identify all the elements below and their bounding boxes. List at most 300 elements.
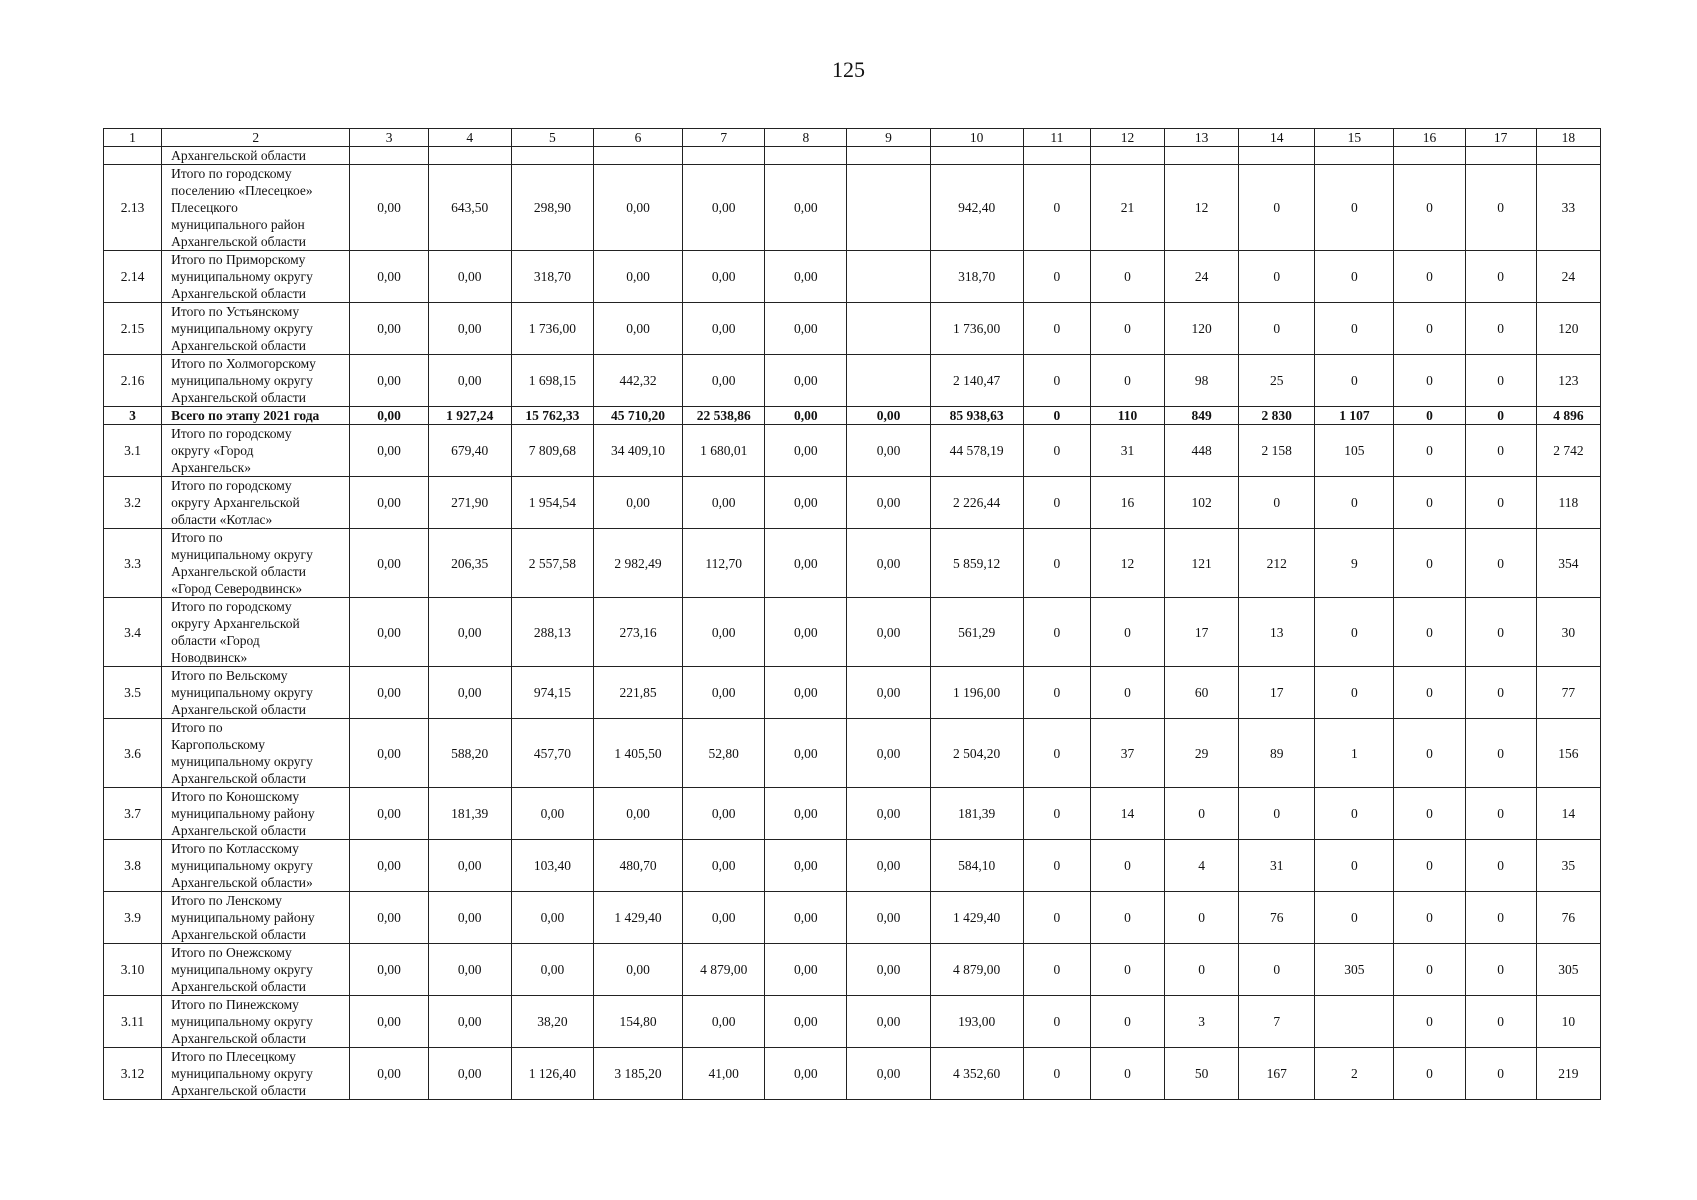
value-cell: 2	[1315, 1048, 1394, 1100]
value-cell: 0,00	[350, 529, 428, 598]
row-name-line: Архангельск»	[171, 460, 251, 475]
value-cell: 0,00	[350, 719, 428, 788]
value-cell: 0	[1090, 251, 1164, 303]
value-cell: 0,00	[511, 892, 593, 944]
value-cell: 0	[1090, 667, 1164, 719]
value-cell: 0	[1023, 251, 1090, 303]
value-cell: 4 879,00	[683, 944, 765, 996]
value-cell: 0	[1394, 355, 1465, 407]
row-name-line: муниципальному округу	[171, 962, 313, 977]
value-cell: 0,00	[428, 840, 511, 892]
table-row	[104, 598, 1601, 667]
value-cell: 1	[1315, 719, 1394, 788]
value-cell: 0,00	[765, 788, 847, 840]
row-name-line: муниципальному округу	[171, 754, 313, 769]
value-cell: 0	[1465, 840, 1536, 892]
row-name-line: Архангельской области»	[171, 875, 313, 890]
column-number-header: 10	[930, 129, 1023, 147]
row-name-line: области «Город	[171, 633, 260, 648]
value-cell: 123	[1536, 355, 1600, 407]
row-name-line: муниципального район	[171, 217, 305, 232]
value-cell: 0,00	[428, 944, 511, 996]
value-cell: 45 710,20	[593, 407, 682, 425]
value-cell: 0,00	[847, 892, 930, 944]
value-cell: 0	[1090, 892, 1164, 944]
value-cell	[1465, 147, 1536, 165]
value-cell: 37	[1090, 719, 1164, 788]
column-number-header: 17	[1465, 129, 1536, 147]
value-cell	[1394, 147, 1465, 165]
value-cell: 0,00	[765, 477, 847, 529]
table-row	[104, 147, 1601, 165]
column-number-header: 18	[1536, 129, 1600, 147]
value-cell: 1 736,00	[930, 303, 1023, 355]
row-name-cell	[162, 1048, 350, 1100]
value-cell: 0,00	[511, 944, 593, 996]
row-name-line: Итого по городскому	[171, 599, 292, 614]
value-cell: 0	[1465, 892, 1536, 944]
value-cell: 0	[1315, 840, 1394, 892]
column-number-header: 14	[1239, 129, 1315, 147]
value-cell: 0,00	[765, 598, 847, 667]
table-row	[104, 667, 1601, 719]
value-cell: 0	[1394, 944, 1465, 996]
row-name-line: муниципальному округу	[171, 858, 313, 873]
row-number-cell	[104, 147, 162, 165]
value-cell: 0	[1394, 788, 1465, 840]
value-cell: 974,15	[511, 667, 593, 719]
row-number-cell: 3.7	[104, 788, 162, 840]
value-cell: 0,00	[350, 1048, 428, 1100]
row-number-cell: 3.2	[104, 477, 162, 529]
value-cell: 0,00	[350, 425, 428, 477]
table-row	[104, 407, 1601, 425]
row-name-line: Всего по этапу 2021 года	[171, 408, 320, 423]
row-name-cell	[162, 407, 350, 425]
value-cell: 0,00	[428, 598, 511, 667]
table-row	[104, 251, 1601, 303]
value-cell: 0	[1023, 355, 1090, 407]
value-cell: 34 409,10	[593, 425, 682, 477]
value-cell: 0	[1239, 251, 1315, 303]
value-cell	[1165, 147, 1239, 165]
value-cell: 0,00	[428, 355, 511, 407]
value-cell: 0	[1023, 996, 1090, 1048]
value-cell: 0,00	[765, 303, 847, 355]
row-name-cell	[162, 719, 350, 788]
value-cell: 76	[1239, 892, 1315, 944]
table-header-row	[104, 129, 1601, 147]
value-cell: 0,00	[847, 719, 930, 788]
value-cell: 0,00	[765, 667, 847, 719]
value-cell: 0	[1465, 529, 1536, 598]
value-cell: 2 158	[1239, 425, 1315, 477]
value-cell: 1 927,24	[428, 407, 511, 425]
value-cell: 0,00	[350, 788, 428, 840]
row-name-cell	[162, 996, 350, 1048]
value-cell: 154,80	[593, 996, 682, 1048]
value-cell: 0,00	[350, 996, 428, 1048]
value-cell: 0	[1090, 355, 1164, 407]
value-cell: 0	[1239, 477, 1315, 529]
value-cell: 60	[1165, 667, 1239, 719]
row-name-line: Архангельской области	[171, 979, 306, 994]
value-cell: 0	[1394, 996, 1465, 1048]
row-name-line: «Город Северодвинск»	[171, 581, 303, 596]
value-cell: 0,00	[683, 165, 765, 251]
table-row	[104, 892, 1601, 944]
value-cell	[847, 355, 930, 407]
value-cell: 0,00	[428, 667, 511, 719]
row-number-cell: 3	[104, 407, 162, 425]
value-cell: 0,00	[350, 892, 428, 944]
value-cell: 31	[1239, 840, 1315, 892]
column-number-header: 2	[162, 129, 350, 147]
row-name-line: Плесецкого	[171, 200, 238, 215]
value-cell: 0	[1465, 598, 1536, 667]
value-cell	[1090, 147, 1164, 165]
row-name-line: Итого по	[171, 720, 223, 735]
value-cell: 0,00	[683, 840, 765, 892]
value-cell: 0	[1023, 840, 1090, 892]
value-cell: 0	[1239, 165, 1315, 251]
row-number-cell: 3.9	[104, 892, 162, 944]
value-cell: 0	[1465, 425, 1536, 477]
value-cell: 305	[1536, 944, 1600, 996]
value-cell: 0,00	[350, 667, 428, 719]
value-cell: 2 830	[1239, 407, 1315, 425]
row-name-line: муниципальному округу	[171, 373, 313, 388]
value-cell: 0	[1023, 425, 1090, 477]
column-number-header: 8	[765, 129, 847, 147]
value-cell: 29	[1165, 719, 1239, 788]
column-number-header: 15	[1315, 129, 1394, 147]
row-name-line: муниципальному округу	[171, 685, 313, 700]
value-cell	[847, 251, 930, 303]
row-number-cell: 3.10	[104, 944, 162, 996]
table-row	[104, 303, 1601, 355]
value-cell: 0,00	[765, 944, 847, 996]
row-name-line: Новодвинск»	[171, 650, 248, 665]
value-cell: 0,00	[350, 840, 428, 892]
column-number-header: 13	[1165, 129, 1239, 147]
row-name-cell	[162, 165, 350, 251]
value-cell: 41,00	[683, 1048, 765, 1100]
value-cell: 0	[1465, 407, 1536, 425]
row-name-line: муниципальному округу	[171, 321, 313, 336]
value-cell: 181,39	[930, 788, 1023, 840]
value-cell: 318,70	[930, 251, 1023, 303]
column-number-header: 4	[428, 129, 511, 147]
value-cell: 2 982,49	[593, 529, 682, 598]
value-cell: 5 859,12	[930, 529, 1023, 598]
value-cell: 0,00	[350, 165, 428, 251]
value-cell: 12	[1090, 529, 1164, 598]
value-cell: 0,00	[593, 477, 682, 529]
value-cell: 1 736,00	[511, 303, 593, 355]
value-cell: 0,00	[350, 477, 428, 529]
value-cell: 0	[1465, 996, 1536, 1048]
value-cell: 0,00	[683, 667, 765, 719]
value-cell: 0	[1315, 598, 1394, 667]
row-number-cell: 3.4	[104, 598, 162, 667]
row-name-cell	[162, 303, 350, 355]
value-cell: 0,00	[765, 165, 847, 251]
value-cell: 942,40	[930, 165, 1023, 251]
row-name-line: округу Архангельской	[171, 616, 300, 631]
value-cell: 0	[1465, 788, 1536, 840]
row-name-line: Каргопольскому	[171, 737, 265, 752]
value-cell: 0,00	[847, 598, 930, 667]
value-cell: 17	[1165, 598, 1239, 667]
row-number-cell: 3.12	[104, 1048, 162, 1100]
value-cell: 0	[1394, 477, 1465, 529]
value-cell: 0	[1394, 529, 1465, 598]
value-cell: 0	[1090, 944, 1164, 996]
row-name-line: Итого по городскому	[171, 478, 292, 493]
value-cell: 0	[1023, 719, 1090, 788]
value-cell: 0	[1465, 477, 1536, 529]
value-cell: 0,00	[765, 996, 847, 1048]
row-number-cell: 3.3	[104, 529, 162, 598]
row-number-cell: 3.11	[104, 996, 162, 1048]
value-cell: 643,50	[428, 165, 511, 251]
value-cell: 14	[1090, 788, 1164, 840]
value-cell: 0	[1090, 1048, 1164, 1100]
table-row	[104, 477, 1601, 529]
value-cell: 52,80	[683, 719, 765, 788]
value-cell	[765, 147, 847, 165]
value-cell: 0	[1315, 165, 1394, 251]
row-name-line: Архангельской области	[171, 234, 306, 249]
value-cell	[847, 165, 930, 251]
row-name-line: Архангельской области	[171, 148, 306, 163]
row-name-line: Итого по Устьянскому	[171, 304, 300, 319]
row-number-cell: 2.14	[104, 251, 162, 303]
value-cell: 17	[1239, 667, 1315, 719]
value-cell: 3 185,20	[593, 1048, 682, 1100]
value-cell: 442,32	[593, 355, 682, 407]
value-cell: 2 504,20	[930, 719, 1023, 788]
value-cell: 0	[1315, 477, 1394, 529]
value-cell: 0	[1394, 1048, 1465, 1100]
row-name-line: Архангельской области	[171, 338, 306, 353]
row-name-line: Архангельской области	[171, 564, 306, 579]
value-cell: 0,00	[847, 667, 930, 719]
value-cell: 0	[1023, 598, 1090, 667]
value-cell	[1315, 996, 1394, 1048]
value-cell: 0	[1465, 303, 1536, 355]
value-cell: 103,40	[511, 840, 593, 892]
row-number-cell: 2.15	[104, 303, 162, 355]
value-cell: 76	[1536, 892, 1600, 944]
row-name-line: Итого по Холмогорскому	[171, 356, 316, 371]
table-row	[104, 529, 1601, 598]
value-cell: 33	[1536, 165, 1600, 251]
table-row	[104, 425, 1601, 477]
value-cell: 0	[1465, 355, 1536, 407]
value-cell: 1 126,40	[511, 1048, 593, 1100]
value-cell: 14	[1536, 788, 1600, 840]
column-number-header: 6	[593, 129, 682, 147]
value-cell	[1023, 147, 1090, 165]
value-cell: 110	[1090, 407, 1164, 425]
column-number-header: 7	[683, 129, 765, 147]
table-row	[104, 944, 1601, 996]
row-number-cell: 3.5	[104, 667, 162, 719]
row-name-line: Архангельской области	[171, 771, 306, 786]
value-cell: 0	[1090, 303, 1164, 355]
value-cell: 0,00	[765, 840, 847, 892]
value-cell: 25	[1239, 355, 1315, 407]
value-cell: 0,00	[428, 892, 511, 944]
value-cell: 77	[1536, 667, 1600, 719]
value-cell: 9	[1315, 529, 1394, 598]
value-cell: 24	[1536, 251, 1600, 303]
value-cell: 120	[1165, 303, 1239, 355]
value-cell: 0	[1090, 840, 1164, 892]
value-cell: 118	[1536, 477, 1600, 529]
row-name-line: округу «Город	[171, 443, 254, 458]
row-number-cell: 3.6	[104, 719, 162, 788]
row-name-line: муниципальному округу	[171, 547, 313, 562]
value-cell: 0,00	[683, 788, 765, 840]
column-number-header: 11	[1023, 129, 1090, 147]
value-cell: 22 538,86	[683, 407, 765, 425]
row-name-line: Итого по городскому	[171, 166, 292, 181]
value-cell: 89	[1239, 719, 1315, 788]
value-cell: 38,20	[511, 996, 593, 1048]
row-name-line: Итого по Пинежскому	[171, 997, 299, 1012]
value-cell: 1 698,15	[511, 355, 593, 407]
row-name-line: области «Котлас»	[171, 512, 273, 527]
value-cell: 0	[1023, 667, 1090, 719]
value-cell: 588,20	[428, 719, 511, 788]
value-cell: 1 107	[1315, 407, 1394, 425]
value-cell: 1 954,54	[511, 477, 593, 529]
value-cell: 0	[1165, 944, 1239, 996]
row-name-line: Архангельской области	[171, 286, 306, 301]
row-name-cell	[162, 529, 350, 598]
row-name-line: округу Архангельской	[171, 495, 300, 510]
value-cell: 15 762,33	[511, 407, 593, 425]
value-cell: 0,00	[428, 1048, 511, 1100]
row-name-cell	[162, 892, 350, 944]
value-cell: 12	[1165, 165, 1239, 251]
value-cell: 0	[1023, 529, 1090, 598]
value-cell: 156	[1536, 719, 1600, 788]
row-name-line: муниципальному округу	[171, 1066, 313, 1081]
value-cell: 0,00	[765, 719, 847, 788]
value-cell: 0,00	[593, 303, 682, 355]
row-name-line: Итого по Плесецкому	[171, 1049, 296, 1064]
value-cell: 0,00	[683, 303, 765, 355]
value-cell: 1 429,40	[930, 892, 1023, 944]
value-cell: 480,70	[593, 840, 682, 892]
value-cell: 206,35	[428, 529, 511, 598]
value-cell: 0	[1165, 892, 1239, 944]
value-cell: 0	[1394, 251, 1465, 303]
value-cell: 193,00	[930, 996, 1023, 1048]
value-cell: 318,70	[511, 251, 593, 303]
value-cell	[930, 147, 1023, 165]
value-cell: 0	[1315, 355, 1394, 407]
value-cell	[593, 147, 682, 165]
table-row	[104, 1048, 1601, 1100]
value-cell: 0	[1315, 303, 1394, 355]
value-cell: 120	[1536, 303, 1600, 355]
column-number-header: 9	[847, 129, 930, 147]
value-cell: 0	[1023, 303, 1090, 355]
value-cell: 448	[1165, 425, 1239, 477]
value-cell: 2 226,44	[930, 477, 1023, 529]
row-name-line: Архангельской области	[171, 823, 306, 838]
page-number: 125	[832, 57, 865, 82]
value-cell: 0	[1315, 892, 1394, 944]
value-cell: 0	[1465, 667, 1536, 719]
value-cell: 354	[1536, 529, 1600, 598]
value-cell: 305	[1315, 944, 1394, 996]
value-cell: 10	[1536, 996, 1600, 1048]
row-name-line: Архангельской области	[171, 390, 306, 405]
value-cell: 0,00	[765, 529, 847, 598]
value-cell: 4 879,00	[930, 944, 1023, 996]
row-name-line: Итого по Котласскому	[171, 841, 299, 856]
row-name-line: поселению «Плесецкое»	[171, 183, 313, 198]
value-cell: 7 809,68	[511, 425, 593, 477]
row-name-line: муниципальному району	[171, 910, 315, 925]
value-cell: 0,00	[428, 303, 511, 355]
value-cell: 0	[1394, 407, 1465, 425]
value-cell: 0,00	[847, 788, 930, 840]
row-number-cell: 2.13	[104, 165, 162, 251]
value-cell: 0	[1465, 1048, 1536, 1100]
value-cell: 0	[1239, 944, 1315, 996]
value-cell: 2 557,58	[511, 529, 593, 598]
value-cell: 0,00	[350, 944, 428, 996]
value-cell: 0	[1090, 996, 1164, 1048]
row-name-line: Итого по Приморскому	[171, 252, 306, 267]
value-cell: 2 140,47	[930, 355, 1023, 407]
value-cell: 0,00	[350, 407, 428, 425]
value-cell: 0	[1394, 667, 1465, 719]
value-cell: 16	[1090, 477, 1164, 529]
value-cell	[847, 147, 930, 165]
value-cell: 0,00	[847, 996, 930, 1048]
row-name-cell	[162, 355, 350, 407]
value-cell: 1 429,40	[593, 892, 682, 944]
value-cell: 0,00	[428, 996, 511, 1048]
value-cell: 112,70	[683, 529, 765, 598]
value-cell: 0,00	[511, 788, 593, 840]
value-cell: 0	[1090, 598, 1164, 667]
column-number-header: 3	[350, 129, 428, 147]
row-name-line: муниципальному району	[171, 806, 315, 821]
value-cell: 0,00	[683, 251, 765, 303]
value-cell: 105	[1315, 425, 1394, 477]
value-cell: 0,00	[765, 355, 847, 407]
value-cell: 1 405,50	[593, 719, 682, 788]
value-cell: 0,00	[765, 407, 847, 425]
value-cell: 0,00	[847, 477, 930, 529]
value-cell: 31	[1090, 425, 1164, 477]
row-name-cell	[162, 425, 350, 477]
value-cell: 0	[1394, 165, 1465, 251]
value-cell: 167	[1239, 1048, 1315, 1100]
value-cell: 0	[1023, 407, 1090, 425]
value-cell: 0	[1394, 425, 1465, 477]
value-cell: 0,00	[847, 407, 930, 425]
